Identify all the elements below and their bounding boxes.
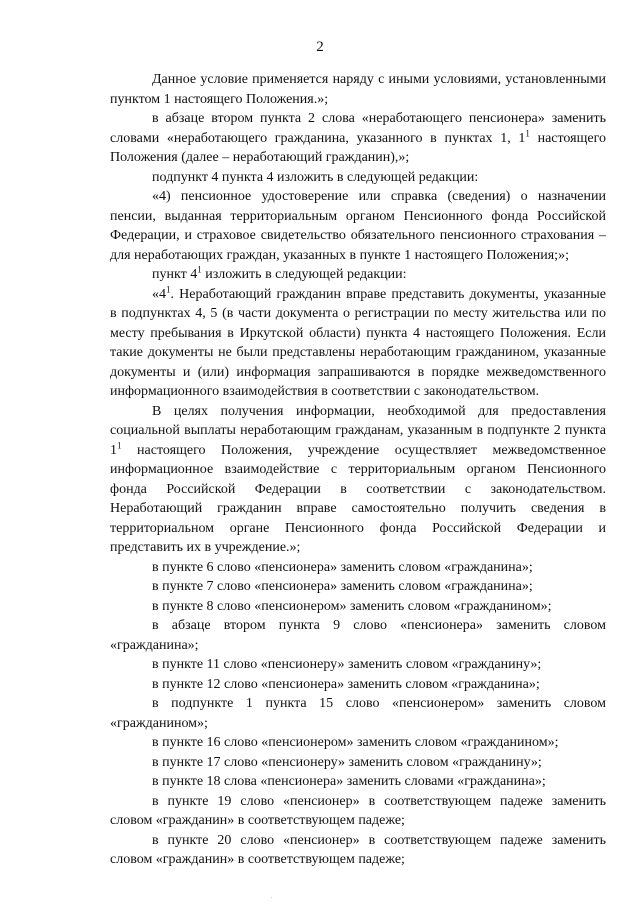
text-run: в пункте 19 слово «пенсионер» в соответствующем падеже заменить словом «гражданин» в соответствующем падеже;	[110, 793, 606, 828]
paragraph	[110, 168, 606, 188]
paragraph	[110, 285, 606, 402]
paragraph	[110, 187, 606, 265]
text-run: подпункт 4 пункта 4 изложить в следующей редакции:	[152, 169, 479, 185]
text-run: в пункте 12 слово «пенсионера» заменить словом «гражданина»;	[152, 676, 540, 692]
document-body	[110, 70, 606, 870]
footer-mark: .	[271, 894, 273, 900]
paragraph	[110, 772, 606, 792]
text-run: пункт 4	[152, 267, 198, 282]
text-run: Данное условие применяется наряду с иными условиями, установленными пунктом 1 настоящего Положения.»;	[110, 72, 606, 107]
text-run: в пункте 18 слова «пенсионера» заменить словами «гражданина»;	[152, 774, 546, 789]
paragraph	[110, 792, 606, 831]
text-run: в пункте 20 слово «пенсионер» в соответствующем падеже заменить словом «гражданин» в соответствующем падеже;	[110, 832, 606, 867]
text-run: В целях получения информации, необходимой для предоставления социальной выплаты неработающим гражданам, указанным в подпункте 2 пункта 1	[110, 403, 606, 458]
text-run: «4	[152, 286, 166, 302]
superscript: 1	[117, 439, 122, 450]
paragraph	[110, 597, 606, 617]
superscript: 1	[166, 283, 171, 294]
paragraph	[110, 694, 606, 733]
paragraph	[110, 109, 606, 168]
page-number: 2	[316, 39, 324, 55]
text-run: в пункте 17 слово «пенсионеру» заменить словом «гражданину»;	[152, 754, 542, 770]
paragraph	[110, 655, 606, 675]
superscript: 1	[197, 264, 202, 275]
paragraph	[110, 616, 606, 655]
paragraph	[110, 402, 606, 558]
text-run: в пункте 16 слово «пенсионером» заменить словом «гражданином»;	[152, 735, 559, 750]
paragraph	[110, 577, 606, 597]
paragraph	[110, 558, 606, 578]
paragraph	[110, 753, 606, 773]
text-run: в подпункте 1 пункта 15 слово «пенсионером» заменить словом «гражданином»;	[110, 696, 606, 731]
text-run: в пункте 6 слово «пенсионера» заменить словом «гражданина»;	[152, 559, 533, 575]
text-run: настоящего Положения (далее – неработающий гражданин),»;	[110, 130, 606, 165]
text-run: в пункте 7 слово «пенсионера» заменить словом «гражданина»;	[152, 579, 533, 594]
text-run: настоящего Положения, учреждение осуществляет межведомственное информационное взаимодействие с территориальным органом Пенсионного фонда Российской Федерации в соответствии с законодательством. Неработающий гражданин вправе самостоятельно получить сведения в территориальном органе Пенсионного фонда Российской Федерации и представить их в учреждение.»;	[110, 442, 606, 555]
text-run: «4) пенсионное удостоверение или справка (сведения) о назначении пенсии, выданная территориальным органом Пенсионного фонда Российской Федерации, и страховое свидетельство обязательного пенсионного страхования – для неработающих граждан, указанных в пункте 1 настоящего Положения;»;	[110, 189, 606, 263]
text-run: в пункте 8 слово «пенсионером» заменить словом «гражданином»;	[152, 598, 552, 614]
paragraph	[110, 733, 606, 753]
paragraph	[110, 675, 606, 695]
paragraph	[110, 831, 606, 870]
text-run: изложить в следующей редакции:	[201, 267, 407, 282]
text-run: . Неработающий гражданин вправе представить документы, указанные в подпунктах 4, 5 (в части документа о регистрации по месту жительства или по месту пребывания в Иркутской области) пункта 4 настоящего Положения. Если такие документы не были представлены неработающим гражданином, указанные документы и (или) информация запрашиваются в порядке межведомственного информационного взаимодействия в соответствии с законодательством.	[110, 286, 606, 399]
paragraph	[110, 265, 606, 285]
text-run: в абзаце втором пункта 9 слово «пенсионера» заменить словом «гражданина»;	[110, 618, 606, 653]
text-run: в пункте 11 слово «пенсионеру» заменить словом «гражданину»;	[152, 657, 542, 672]
text-run: в абзаце втором пункта 2 слова «неработающего пенсионера» заменить словами «неработающего гражданина, указанного в пунктах 1, 1	[110, 111, 606, 146]
superscript: 1	[525, 127, 530, 138]
paragraph	[110, 70, 606, 109]
